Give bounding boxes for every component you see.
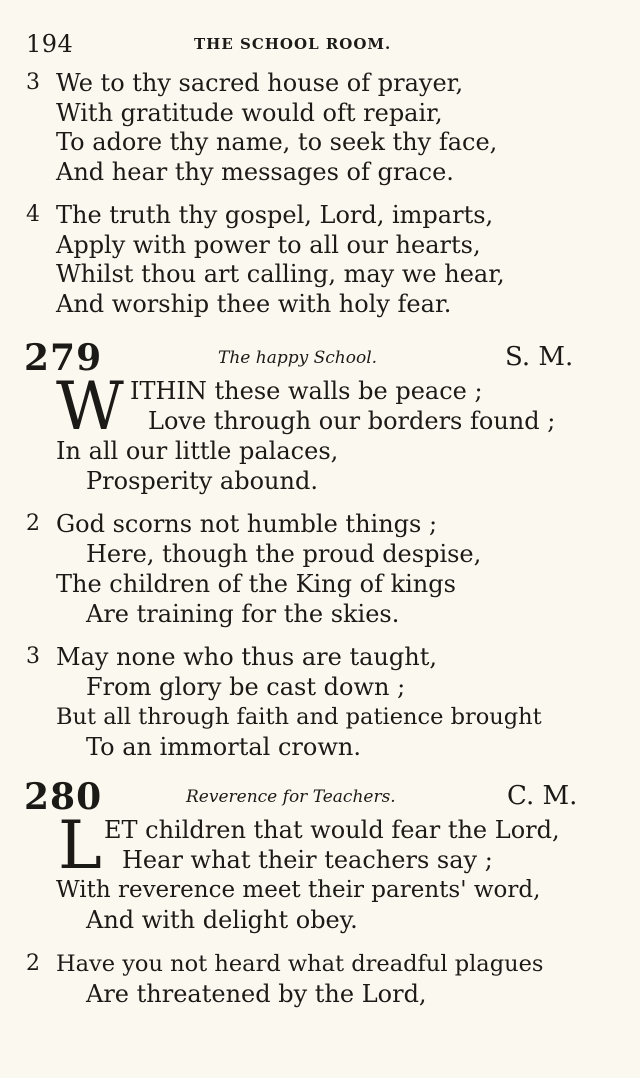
verse-line: Love through our borders found ; bbox=[148, 407, 556, 435]
verse-line: Prosperity abound. bbox=[86, 467, 318, 495]
verse-line: The truth thy gospel, Lord, imparts, bbox=[56, 201, 494, 229]
drop-cap: W bbox=[56, 368, 124, 445]
verse-line: The children of the King of kings bbox=[56, 570, 456, 598]
stanza-number: 2 bbox=[26, 511, 40, 536]
verse-line: With reverence meet their parents' word, bbox=[56, 877, 541, 903]
verse-line: To an immortal crown. bbox=[86, 733, 361, 761]
verse-line: To adore thy name, to seek thy face, bbox=[56, 128, 498, 156]
verse-line: God scorns not humble things ; bbox=[56, 510, 438, 538]
verse-line: With gratitude would oft repair, bbox=[56, 99, 443, 127]
verse-line: ITHIN these walls be peace ; bbox=[130, 377, 483, 405]
hymn-number: 279 bbox=[24, 337, 103, 379]
hymn-title: The happy School. bbox=[218, 348, 378, 368]
verse-line: We to thy sacred house of prayer, bbox=[56, 69, 464, 97]
verse-line: And with delight obey. bbox=[86, 906, 358, 934]
hymn-meter: S. M. bbox=[505, 342, 574, 372]
verse-line: May none who thus are taught, bbox=[56, 643, 437, 671]
verse-line: Have you not heard what dreadful plagues bbox=[56, 951, 544, 977]
verse-line: And worship thee with holy fear. bbox=[56, 290, 452, 318]
verse-line: Are threatened by the Lord, bbox=[86, 980, 427, 1008]
hymn-number: 280 bbox=[24, 776, 103, 818]
hymn-title: Reverence for Teachers. bbox=[186, 787, 396, 807]
verse-line: Here, though the proud despise, bbox=[86, 540, 482, 568]
stanza-number: 3 bbox=[26, 70, 40, 95]
verse-line: Are training for the skies. bbox=[86, 600, 400, 628]
drop-cap: L bbox=[58, 807, 102, 884]
page-number: 194 bbox=[26, 30, 74, 58]
running-head: THE SCHOOL ROOM. bbox=[194, 35, 392, 53]
verse-line: From glory be cast down ; bbox=[86, 673, 406, 701]
page-header bbox=[26, 30, 612, 60]
verse-line: But all through faith and patience brought bbox=[56, 704, 542, 730]
verse-line: In all our little palaces, bbox=[56, 437, 339, 465]
stanza-number: 2 bbox=[26, 951, 40, 976]
verse-line: Whilst thou art calling, may we hear, bbox=[56, 260, 505, 288]
verse-line: And hear thy messages of grace. bbox=[56, 158, 454, 186]
hymn-meter: C. M. bbox=[507, 781, 578, 811]
verse-line: Hear what their teachers say ; bbox=[122, 846, 493, 874]
stanza-number: 4 bbox=[26, 202, 40, 227]
verse-line: Apply with power to all our hearts, bbox=[56, 231, 481, 259]
verse-line: ET children that would fear the Lord, bbox=[104, 816, 560, 844]
stanza-number: 3 bbox=[26, 644, 40, 669]
